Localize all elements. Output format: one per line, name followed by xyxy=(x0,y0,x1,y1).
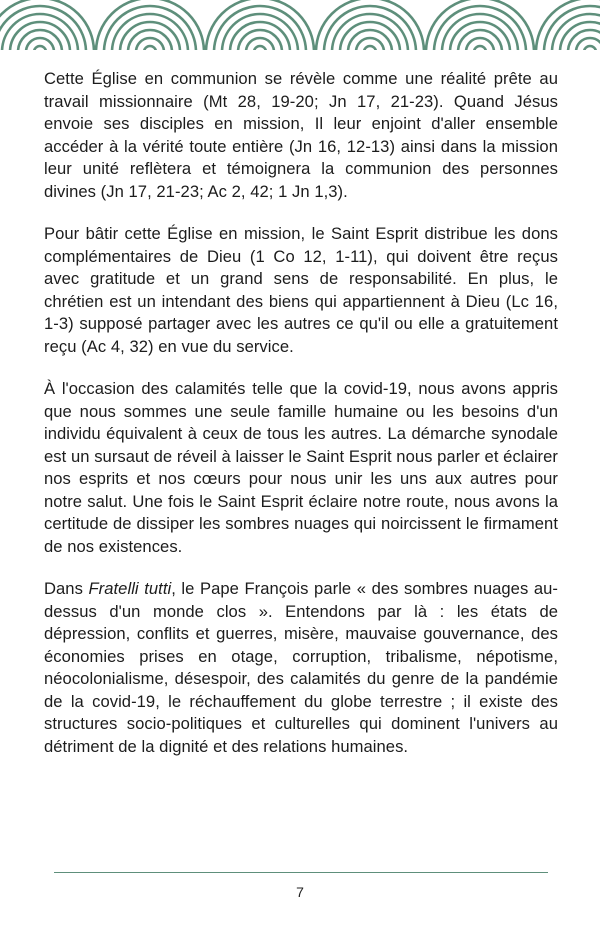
ornament-arc xyxy=(246,38,274,50)
ornament-arc xyxy=(466,38,494,50)
paragraph-fratelli-tutti xyxy=(44,578,558,758)
ornament-arc xyxy=(0,6,86,50)
ornament-arc xyxy=(442,14,518,50)
concentric-arcs-icon xyxy=(0,0,600,50)
ornament-arc xyxy=(34,46,46,50)
ornament-arc xyxy=(356,38,384,50)
footer-rule xyxy=(54,872,548,873)
ornament-arc xyxy=(576,38,600,50)
ornament-arc xyxy=(254,46,266,50)
page-number: 7 xyxy=(296,884,304,900)
paragraph-calamities: À l'occasion des calamités telle que la covid-19, nous avons appris que nous sommes une seule famille humaine ou les besoins d'un individu équivalent à ceux de tous les autres. La démarche synodale est un sursaut de réveil à laisser le Saint Esprit nous parler et éclairer nos esprits et nos cœurs pour nous unir les uns aux autres pour notre salut. Une fois le Saint Esprit éclaire notre route, nous avons la certitude de dissiper les sombres nuages qui noircissent le firmament de nos existences. xyxy=(44,379,558,556)
ornament-arc xyxy=(364,46,376,50)
ornament-arc xyxy=(112,14,188,50)
paragraph-church-mission: Pour bâtir cette Église en mission, le Saint Esprit distribue les dons complémentaires de Dieu (1 Co 12, 1-11), qui doivent être reçus avec gratitude et un grand sens de responsabilité. En plus, le chrétien est un intendant des biens qui appartiennent à Dieu (Lc 16, 1-3) supposé partager avec les autres ce qu'il ou elle a gratuitement reçu (Ac 4, 32) en vue du service. xyxy=(44,224,558,356)
page-body xyxy=(44,68,558,778)
ornament-arc xyxy=(474,46,486,50)
ornament-arc xyxy=(434,6,526,50)
ornament-arc xyxy=(144,46,156,50)
ornament-arc xyxy=(332,14,408,50)
ornament-arc xyxy=(222,14,298,50)
ornament-arc xyxy=(214,6,306,50)
ornament-arc xyxy=(584,46,596,50)
ornament-arc xyxy=(104,6,196,50)
encyclical-title: Fratelli tutti xyxy=(88,579,172,598)
header-ornament xyxy=(0,0,600,50)
ornament-arc xyxy=(2,14,78,50)
ornament-arc xyxy=(324,6,416,50)
ornament-arc xyxy=(26,38,54,50)
ornament-arc xyxy=(560,22,600,50)
paragraph-church-communion: Cette Église en communion se révèle comme une réalité prête au travail missionnaire (Mt 28, 19-20; Jn 17, 21-23). Quand Jésus envoie ses disciples en mission, Il leur enjoint d'aller ensemble accéder à la vérité toute entière (Jn 16, 12-13) ainsi dans la mission leur unité reflètera et témoignera la communion des personnes divines (Jn 17, 21-23; Ac 2, 42; 1 Jn 1,3). xyxy=(44,69,558,201)
paragraph-intro: Dans xyxy=(44,579,89,598)
paragraph-rest: , le Pape François parle « des sombres nuages au-dessus d'un monde clos ». Entendons par là : les états de dépression, conflits et guerres, misère, mauvaise gouvernance, des économies prises en otage, corruption, tribalisme, népotisme, néocolonialisme, désespoir, des calamités du genre de la pandémie de la covid-19, le réchauffement du globe terrestre ; il existe des structures socio-politiques et culturelles qui dominent l'univers au détriment de la dignité et des relations humaines. xyxy=(44,579,558,756)
ornament-arc xyxy=(136,38,164,50)
